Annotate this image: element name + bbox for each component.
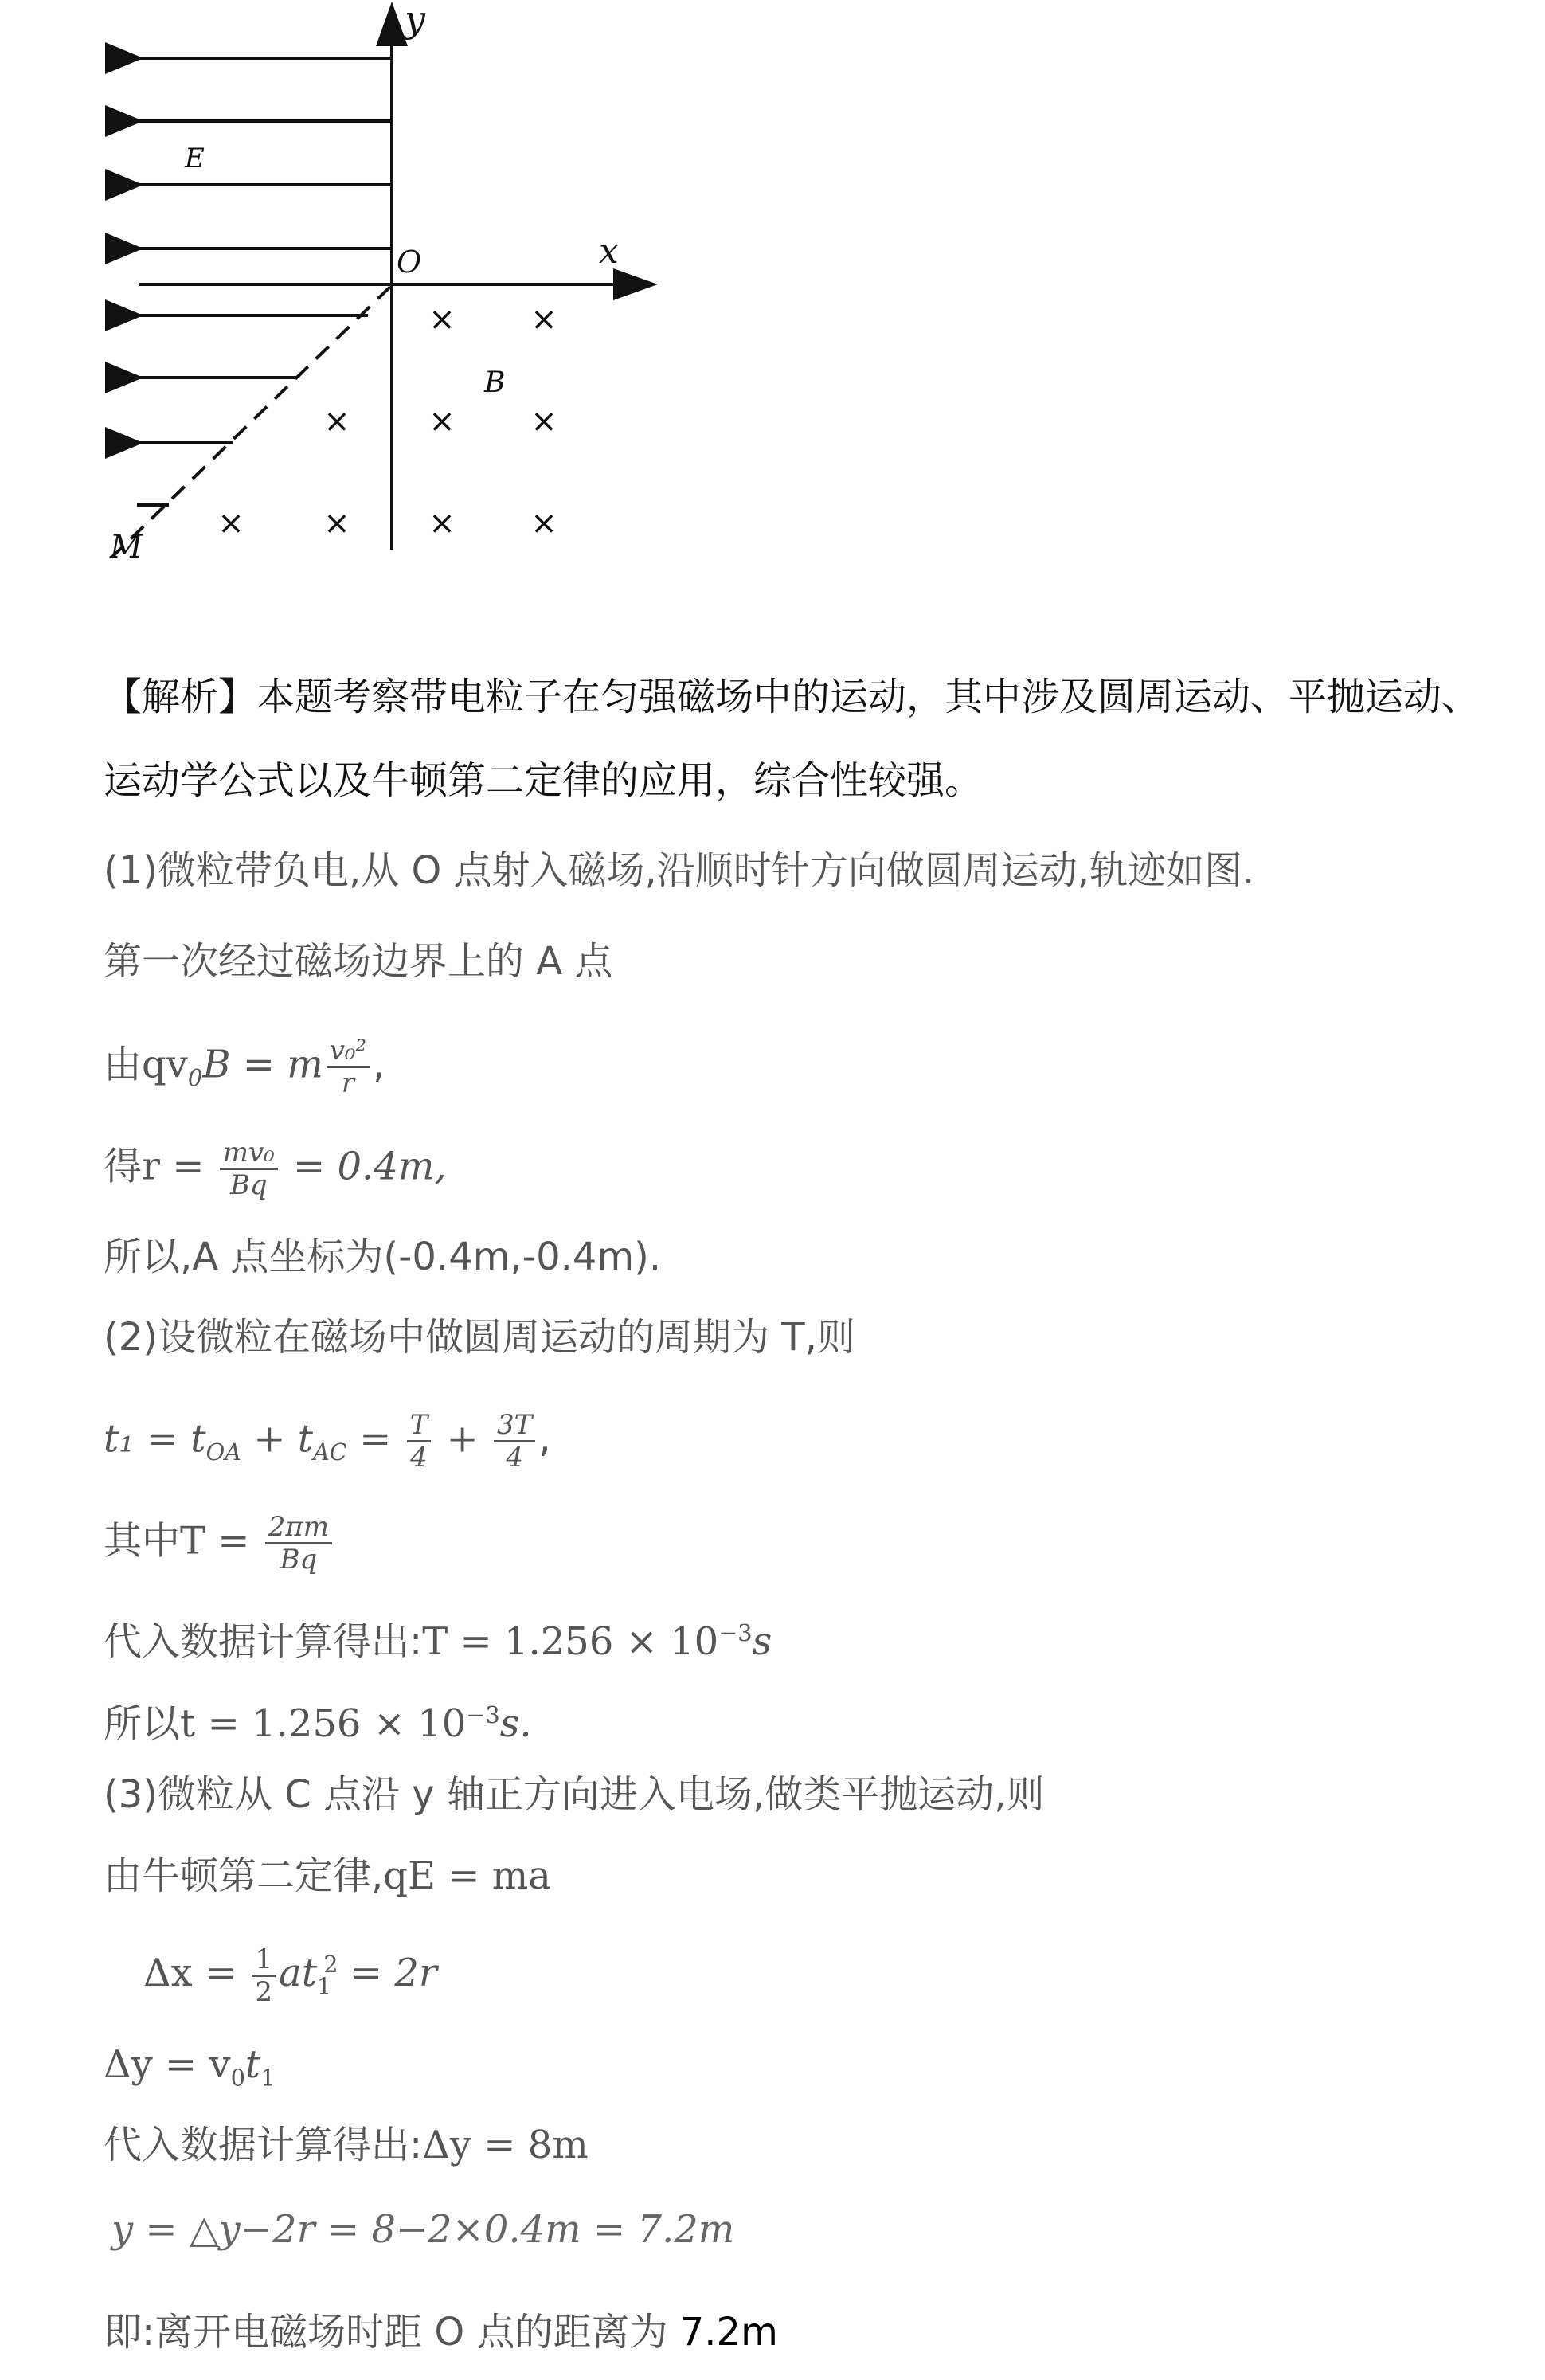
origin-label: O — [397, 245, 422, 280]
fraction: $\frac{1}{2}$ — [252, 1944, 276, 2007]
field-diagram — [0, 0, 717, 605]
fraction: $\frac{2\pi m}{Bq}$ — [265, 1512, 332, 1575]
cross-mark: × — [428, 505, 456, 542]
part1-result: 所以,A 点坐标为(-0.4m,-0.4m). — [104, 1235, 662, 1279]
electric-field-lines — [137, 58, 390, 505]
cross-mark: × — [428, 301, 456, 338]
e-field-label: E — [185, 143, 205, 174]
cross-mark: × — [428, 403, 456, 440]
magnetic-field-marks — [217, 301, 557, 542]
equation-delta-y: $\Delta y = v_0t_1$ — [104, 2042, 276, 2092]
part3-newton: 由牛顿第二定律,qE = ma — [104, 1854, 551, 1898]
b-field-label: B — [484, 366, 506, 399]
analysis-intro-line1: 【解析】本题考察带电粒子在匀强磁场中的运动，其中涉及圆周运动、平抛运动、 — [104, 675, 1480, 719]
part2-calc: 代入数据计算得出:T = $1.256 \times 10^{-3}s$ — [104, 1619, 772, 1664]
conclusion: 即:离开电磁场时距 O 点的距离为 7.2m — [104, 2310, 778, 2355]
equation-final-y: y = △y−2r = 8−2×0.4m = 7.2m — [111, 2207, 735, 2252]
part1-line1: (1)微粒带负电,从 O 点射入磁场,沿顺时针方向做圆周运动,轨迹如图. — [104, 848, 1255, 893]
part2-result: 所以$t = 1.256 \times 10^{-3}s$. — [104, 1701, 532, 1746]
cross-mark: × — [217, 505, 244, 542]
part2-line1: (2)设微粒在磁场中做圆周运动的周期为 T,则 — [104, 1315, 855, 1360]
equation-delta-x: Δx = $\frac{1}{2}$ $at_1^2 = 2r$ — [143, 1943, 437, 2008]
part1-line2: 第一次经过磁场边界上的 A 点 — [104, 939, 613, 984]
cross-mark: × — [323, 403, 350, 440]
fraction: $\frac{3T}{4}$ — [494, 1410, 535, 1473]
fraction: $\frac{T}{4}$ — [407, 1410, 432, 1473]
cross-mark: × — [530, 403, 557, 440]
m-point-label: M — [110, 529, 143, 566]
cross-mark: × — [530, 505, 557, 542]
equation-time-sum: $t_1 = t_{OA} + t_{AC}$ = $\frac{T}{4}$ + $\frac{3T}{4}$ , — [104, 1409, 551, 1474]
cross-mark: × — [530, 301, 557, 338]
x-axis-label: x — [599, 231, 619, 272]
part3-calc: 代入数据计算得出:Δy = 8m — [104, 2123, 589, 2167]
fraction: $\frac{\text{mv₀}}{Bq}$ — [220, 1137, 278, 1200]
y-axis-label: y — [405, 0, 425, 41]
final-distance-value: 7.2m — [679, 2310, 778, 2355]
fraction: $\frac{\text{v₀²}}{r}$ — [327, 1035, 370, 1098]
equation-radius: 得r = $\frac{\text{mv₀}}{Bq}$ = 0.4m, — [104, 1137, 447, 1201]
part3-line1: (3)微粒从 C 点沿 y 轴正方向进入电场,做类平抛运动,则 — [104, 1772, 1045, 1817]
analysis-intro-line2: 运动学公式以及牛顿第二定律的应用，综合性较强。 — [104, 758, 984, 803]
equation-force-balance: 由$qv_0B = m$ $\frac{\text{v₀²}}{r}$ , — [104, 1035, 385, 1099]
equation-period: 其中T = $\frac{2\pi m}{Bq}$ — [104, 1512, 335, 1575]
cross-mark: × — [323, 505, 350, 542]
